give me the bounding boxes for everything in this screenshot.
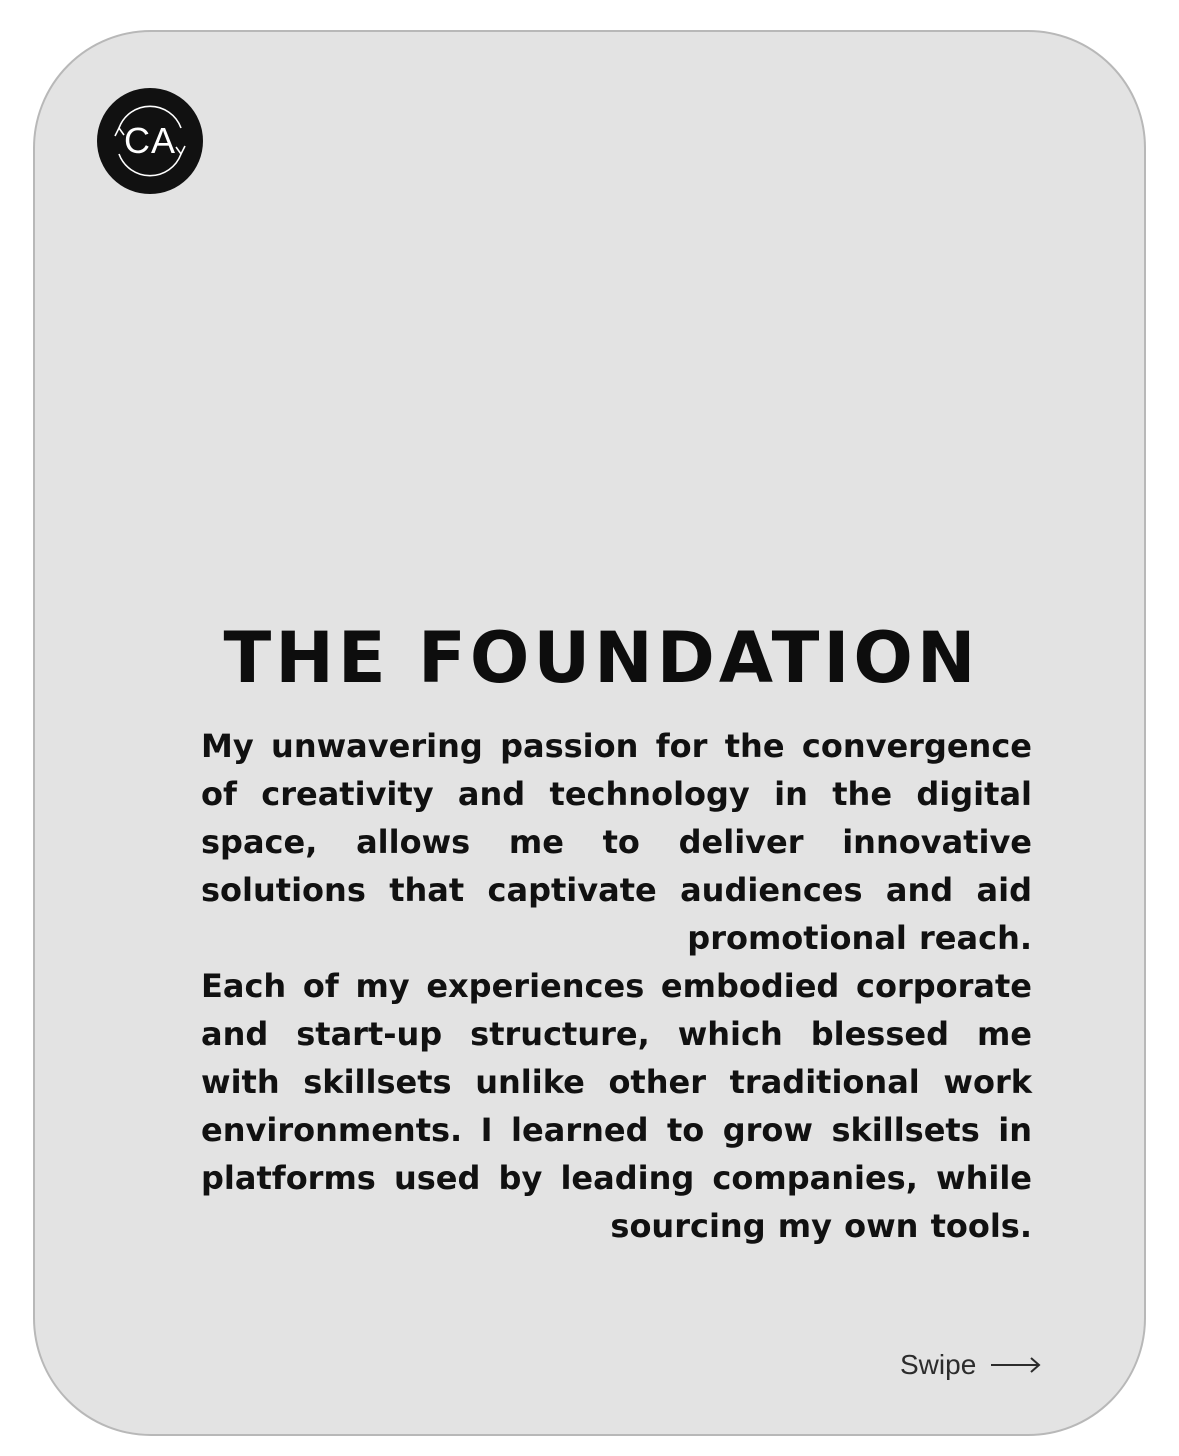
paragraph-passion: My unwavering passion for the convergence of creativity and technology in the digital space, allows me to deliver innovative solutions that captivate audiences and aid promotional reach. [201, 727, 1032, 957]
logo-text: CA [123, 120, 176, 161]
brand-logo [97, 88, 203, 194]
swipe-label: Swipe [900, 1349, 977, 1380]
page-title: THE FOUNDATION [223, 617, 980, 699]
slide-card [33, 30, 1146, 1436]
swipe-hint[interactable] [900, 1349, 1042, 1381]
paragraph-experience: Each of my experiences embodied corporate and start-up structure, which blessed me with skillsets unlike other traditional work environments. I learned to grow skillsets in platforms used by leading companies, while sourcing my own tools. [201, 967, 1032, 1245]
arrow-right-icon [990, 1355, 1042, 1375]
